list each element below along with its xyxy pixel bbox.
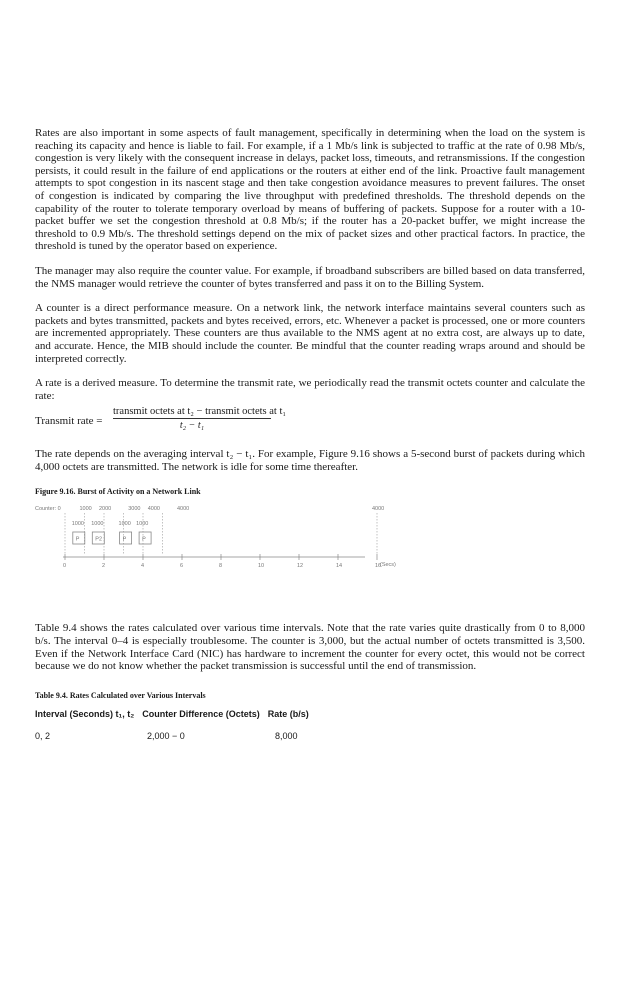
- time-tick-label: 6: [180, 563, 184, 570]
- paragraph-averaging-interval: The rate depends on the averaging interval t₂ − t₁. For example, Figure 9.16 shows a 5-second burst of packets during which 4,000 octets are transmitted. The network is idle for some time thereafter.: [35, 448, 585, 473]
- time-unit-label: (Secs): [380, 562, 396, 569]
- table-cell-interval: 0, 2: [35, 730, 51, 741]
- counter-value: 3000: [128, 506, 141, 513]
- time-tick-label: 16: [375, 563, 382, 570]
- packet-label: P: [142, 536, 146, 543]
- table-header-row: [35, 709, 585, 719]
- table-header-counter-diff: Counter Difference (Octets): [142, 708, 260, 719]
- formula-fraction: [113, 406, 287, 432]
- table-cell-rate: 8,000: [275, 730, 298, 741]
- packet-size: 1000: [136, 521, 149, 528]
- counter-value: 1000: [79, 506, 92, 513]
- counter-label: Counter: 0: [35, 506, 61, 513]
- formula-denominator: t₂ − t₁: [179, 420, 205, 432]
- counter-value: 4000: [147, 506, 160, 513]
- time-tick-label: 10: [258, 563, 265, 570]
- packet-size: 1000: [71, 521, 84, 528]
- paragraph-fault-management: Rates are also important in some aspects of fault management, specifically in determining when the load on the system is reaching its capacity and hence is liable to fail. For example, if a 1 Mb/s link is subjected to traffic at the rate of 0.98 Mb/s, congestion is very likely with the consequent increase in delays, packet loss, timeouts, and retransmissions. If the congestion persists, it could result in the failure of end applications or the routers at either end of the link. Proactive fault management attempts to spot congestion in its nascent stage and then take congestion avoidance measures to prevent failures. The onset of congestion is indicated by comparing the live throughput with predefined thresholds. The threshold depends on the capability of the router to tolerate temporary overload by means of buffering of packets. Suppose for a router with a 10-packet buffer we set the congestion threshold at 0.8 Mb/s; if the router has a 20-packet buffer, we might increase the threshold to 0.9 Mb/s. The threshold settings depend on the mix of packet sizes and other practical factors. In practice, the threshold is tuned by the operator based on experience.: [35, 127, 585, 253]
- counter-value: 2000: [99, 506, 112, 513]
- packet-boxes: [73, 532, 151, 544]
- paragraph-counter-billing: The manager may also require the counter value. For example, if broadband subscribers are billed based on data transferred, the NMS manager would retrieve the counter of bytes transferred and pass it on to the Billing System.: [35, 264, 585, 290]
- formula-numerator: transmit octets at t₂ − transmit octets at t₁: [113, 406, 287, 418]
- time-tick-label: 2: [102, 563, 106, 570]
- transmit-rate-formula: [35, 406, 585, 440]
- packet-size: 1000: [91, 521, 104, 528]
- packet-size: 1000: [118, 521, 131, 528]
- paragraph-rate-measure: A rate is a derived measure. To determine the transmit rate, we periodically read the transmit octets counter and calculate the rate:: [35, 377, 585, 402]
- time-ticks: [63, 554, 381, 569]
- table-header-rate: Rate (b/s): [267, 708, 309, 719]
- time-tick-label: 8: [219, 563, 223, 570]
- time-tick-label: 0: [63, 563, 67, 570]
- figure-caption: Figure 9.16. Burst of Activity on a Network Link: [35, 487, 201, 497]
- table-row: [35, 731, 585, 745]
- burst-activity-figure: [35, 502, 585, 592]
- formula-lhs: Transmit rate =: [35, 415, 103, 428]
- counter-value: 4000: [372, 506, 385, 513]
- counter-value: 4000: [177, 506, 190, 513]
- document-page: [35, 127, 585, 745]
- packet-label: P: [75, 536, 80, 543]
- time-tick-label: 12: [297, 563, 304, 570]
- packet-sizes: [72, 521, 149, 527]
- time-tick-label: 14: [336, 563, 343, 570]
- paragraph-counter-measure: A counter is a direct performance measure. On a network link, the network interface maintains several counters such as packets and bytes transmitted, packets and bytes received, errors, etc. Whenever a packet is processed, one or more counters are incremented appropriately. These counters are thus available to the NMS agent at no extra cost, are always up to date, and accurate. Hence, the MIB should include the counter. Be mindful that the counter reading wraps around and should be interpreted correctly.: [35, 302, 585, 365]
- table-header-interval: Interval (Seconds) t₁, t₂: [35, 708, 135, 719]
- packet-label: P2: [95, 536, 103, 543]
- rates-table: [35, 709, 585, 745]
- packet-label: P: [122, 536, 127, 543]
- paragraph-table-discussion: Table 9.4 shows the rates calculated over various time intervals. Note that the rate varies quite drastically from 0 to 8,000 b/s. The interval 0–4 is especially troublesome. The counter is 3,000, but the actual number of octets transmitted is 3,500. Even if the Network Interface Card (NIC) has hardware to increment the counter for every octet, this would not be correct because we do not know whether the packet transmission is successful until the end of transmission.: [35, 622, 585, 673]
- counter-values: [80, 506, 385, 512]
- table-cell-counter-diff: 2,000 − 0: [147, 730, 185, 741]
- table-caption: Table 9.4. Rates Calculated over Various Intervals: [35, 690, 206, 700]
- time-tick-label: 4: [141, 563, 145, 570]
- burst-activity-diagram: [35, 502, 415, 572]
